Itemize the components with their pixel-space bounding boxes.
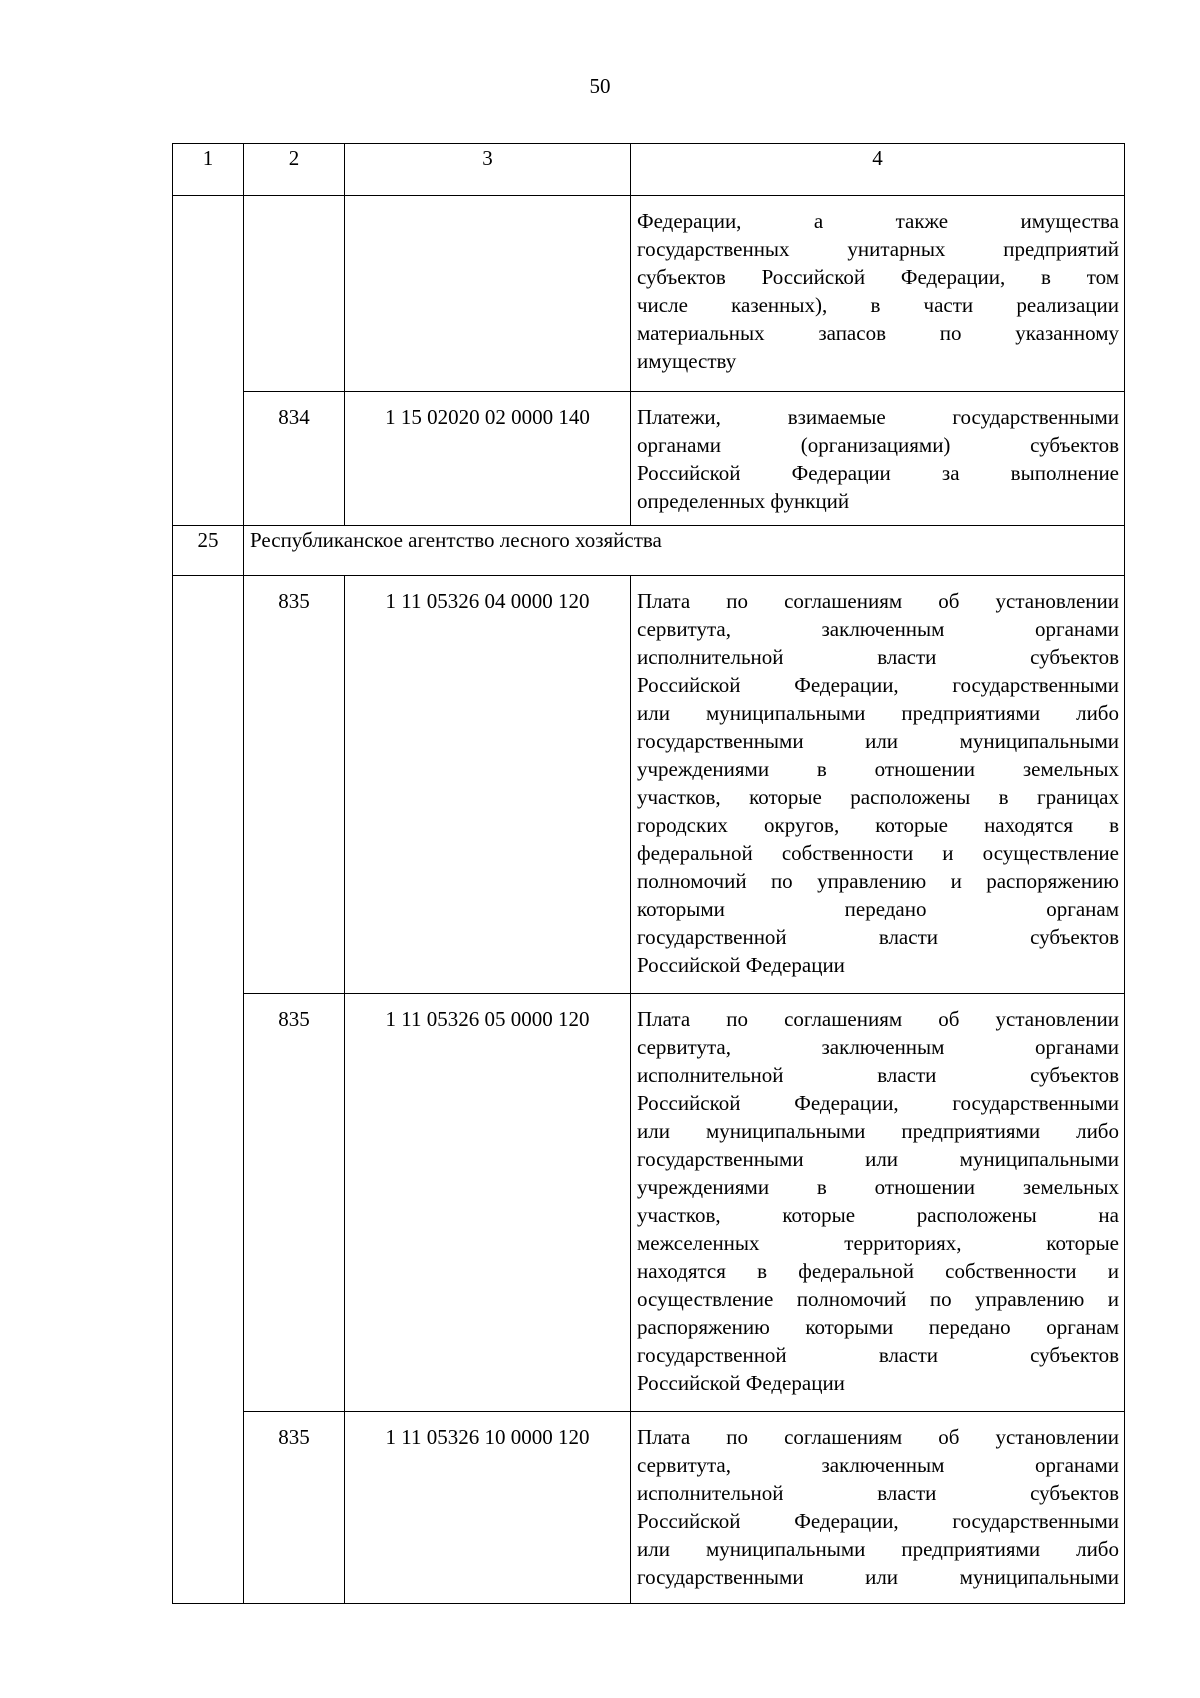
table-row [173, 994, 1125, 1412]
description-line: распоряжению которыми передано органам [637, 1315, 1119, 1339]
admin-code-cell: 835 [244, 576, 345, 994]
table-row [173, 576, 1125, 994]
description-line: органами (организациями) субъектов [637, 433, 1119, 457]
income-description-cell [631, 196, 1125, 392]
description-line: Российской Федерации [637, 1371, 845, 1395]
description-line: числе казенных), в части реализации [637, 293, 1119, 317]
description-line: Плата по соглашениям об установлении [637, 1425, 1119, 1449]
admin-code-cell: 834 [244, 392, 345, 526]
header-col-4: 4 [631, 144, 1125, 196]
description-line: которыми передано органам [637, 897, 1119, 921]
income-code-cell: 1 15 02020 02 0000 140 [345, 392, 631, 526]
description-line: исполнительной власти субъектов [637, 645, 1119, 669]
description-line: или муниципальными предприятиями либо [637, 1537, 1119, 1561]
income-codes-table [172, 143, 1125, 1604]
description-line: Федерации, а также имущества [637, 209, 1119, 233]
description-line: участков, которые расположены в границах [637, 785, 1119, 809]
description-line: государственных унитарных предприятий [637, 237, 1119, 261]
header-col-3: 3 [345, 144, 631, 196]
description-line: исполнительной власти субъектов [637, 1063, 1119, 1087]
description-line: межселенных территориях, которые [637, 1231, 1119, 1255]
description-line: государственной власти субъектов [637, 1343, 1119, 1367]
description-line: Российской Федерации за выполнение [637, 461, 1119, 485]
description-line: учреждениями в отношении земельных [637, 1175, 1119, 1199]
table-row [173, 392, 1125, 526]
table-row [173, 196, 1125, 392]
row-number-cell [173, 1412, 244, 1604]
description-line: Платежи, взимаемые государственными [637, 405, 1119, 429]
description-line: государственными или муниципальными [637, 729, 1119, 753]
table-header-row [173, 144, 1125, 196]
row-number-cell [173, 196, 244, 392]
income-code-cell: 1 11 05326 05 0000 120 [345, 994, 631, 1412]
description-line: Российской Федерации [637, 953, 845, 977]
header-col-2: 2 [244, 144, 345, 196]
description-line: находятся в федеральной собственности и [637, 1259, 1119, 1283]
description-line: государственными или муниципальными [637, 1565, 1119, 1589]
description-line: Плата по соглашениям об установлении [637, 1007, 1119, 1031]
description-line: Плата по соглашениям об установлении [637, 589, 1119, 613]
income-code-cell [345, 196, 631, 392]
description-line: сервитута, заключенным органами [637, 617, 1119, 641]
description-line: государственной власти субъектов [637, 925, 1119, 949]
agency-title: Республиканское агентство лесного хозяйства [244, 526, 1125, 576]
description-line: материальных запасов по указанному [637, 321, 1119, 345]
description-line: городских округов, которые находятся в [637, 813, 1119, 837]
description-line: сервитута, заключенным органами [637, 1453, 1119, 1477]
description-line: осуществление полномочий по управлению и [637, 1287, 1119, 1311]
table-row [173, 1412, 1125, 1604]
description-line: или муниципальными предприятиями либо [637, 701, 1119, 725]
admin-code-cell: 835 [244, 1412, 345, 1604]
income-code-cell: 1 11 05326 10 0000 120 [345, 1412, 631, 1604]
header-col-1: 1 [173, 144, 244, 196]
admin-code-cell [244, 196, 345, 392]
description-line: Российской Федерации, государственными [637, 1509, 1119, 1533]
agency-row [173, 526, 1125, 576]
row-number-cell [173, 392, 244, 526]
description-line: или муниципальными предприятиями либо [637, 1119, 1119, 1143]
income-description-cell [631, 576, 1125, 994]
description-line: государственными или муниципальными [637, 1147, 1119, 1171]
page-number: 50 [589, 74, 611, 98]
description-line: участков, которые расположены на [637, 1203, 1119, 1227]
income-code-cell: 1 11 05326 04 0000 120 [345, 576, 631, 994]
description-line: Российской Федерации, государственными [637, 673, 1119, 697]
agency-number: 25 [173, 526, 244, 576]
description-line: федеральной собственности и осуществление [637, 841, 1119, 865]
admin-code-cell: 835 [244, 994, 345, 1412]
income-description-cell [631, 392, 1125, 526]
row-number-cell [173, 994, 244, 1412]
description-line: Российской Федерации, государственными [637, 1091, 1119, 1115]
income-description-cell [631, 994, 1125, 1412]
row-number-cell [173, 576, 244, 994]
income-description-cell [631, 1412, 1125, 1604]
description-line: исполнительной власти субъектов [637, 1481, 1119, 1505]
description-line: полномочий по управлению и распоряжению [637, 869, 1119, 893]
description-line: учреждениями в отношении земельных [637, 757, 1119, 781]
description-line: сервитута, заключенным органами [637, 1035, 1119, 1059]
description-line: субъектов Российской Федерации, в том [637, 265, 1119, 289]
description-line: имуществу [637, 349, 737, 373]
description-line: определенных функций [637, 489, 850, 513]
